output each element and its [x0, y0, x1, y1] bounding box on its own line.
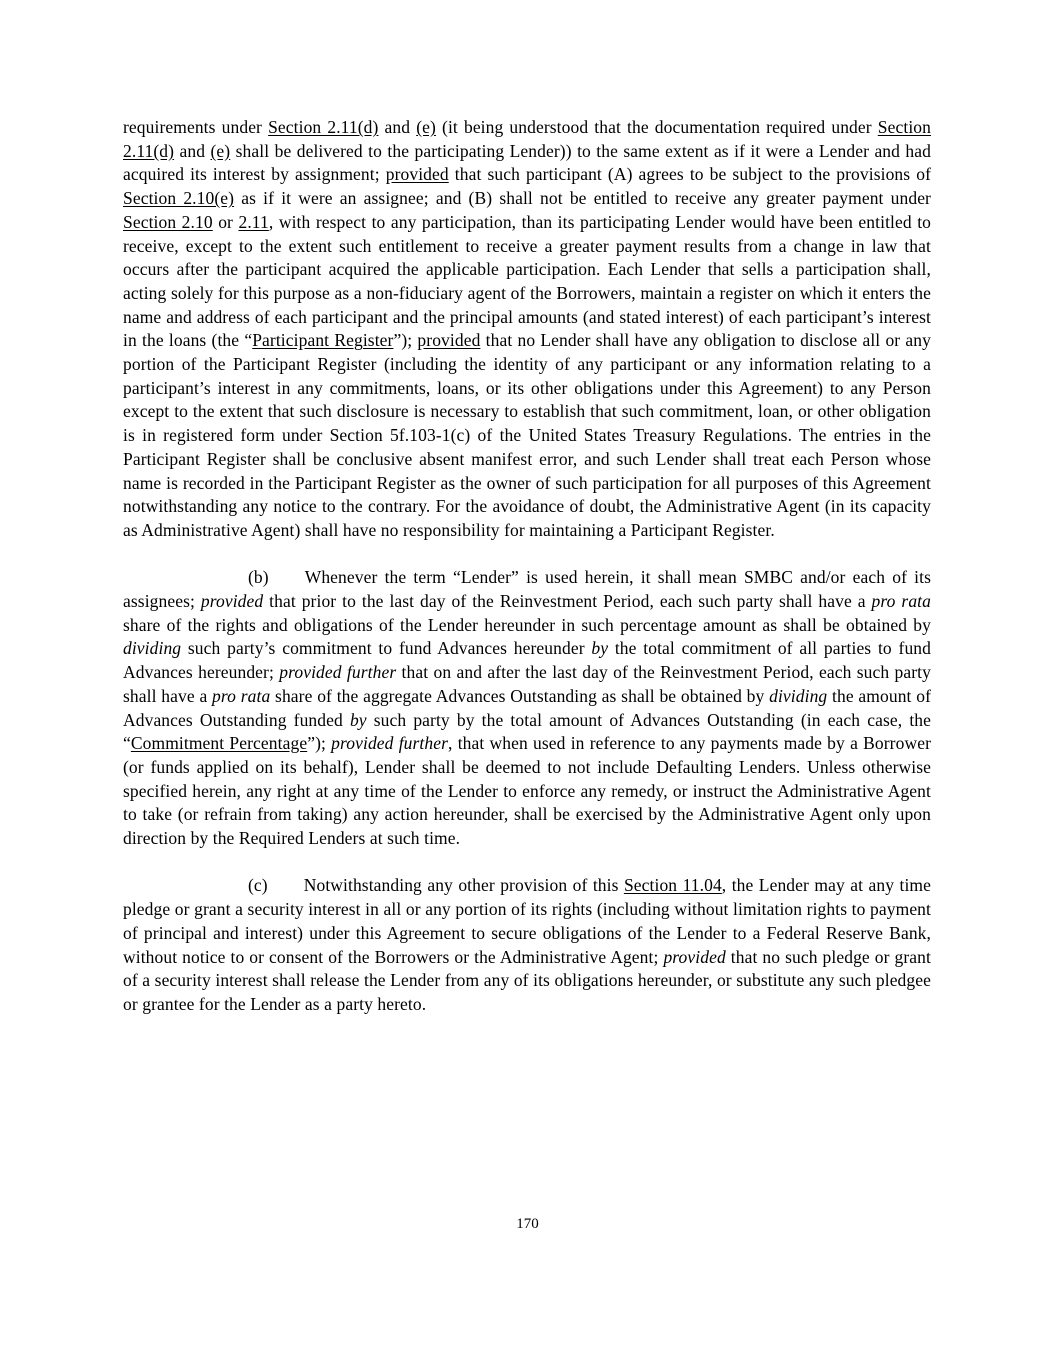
page-number: 170 [516, 1216, 539, 1232]
paragraph-c: (c) Notwithstanding any other provision of this Section 11.04, the Lender may at any time pledge or grant a security interest in all or any portion of its rights (including without limitation rights to payment of principal and interest) under this Agreement to secure obligations of the Lender to a Federal Reserve Bank, without notice to or consent of the Borrowers or the Administrative Agent; provided that no such pledge or grant of a security interest shall release the Lender from any of its obligations hereunder, or substitute any such pledgee or grantee for the Lender as a party hereto. [123, 875, 931, 1014]
page-body-text [123, 116, 931, 1040]
paragraph-b: (b) Whenever the term “Lender” is used herein, it shall mean SMBC and/or each of its assignees; provided that prior to the last day of the Reinvestment Period, each such party shall have a pro rata share of the rights and obligations of the Lender hereunder in such percentage amount as shall be obtained by dividing such party’s commitment to fund Advances hereunder by the total commitment of all parties to fund Advances hereunder; provided further that on and after the last day of the Reinvestment Period, each such party shall have a pro rata share of the aggregate Advances Outstanding as shall be obtained by dividing the amount of Advances Outstanding funded by such party by the total amount of Advances Outstanding (in each case, the “Commitment Percentage”); provided further, that when used in reference to any payments made by a Borrower (or funds applied on its behalf), Lender shall be deemed to not include Defaulting Lenders. Unless otherwise specified herein, any right at any time of the Lender to enforce any remedy, or instruct the Administrative Agent to take (or refrain from taking) any action hereunder, shall be exercised by the Administrative Agent only upon direction by the Required Lenders at such time. [123, 567, 932, 849]
paragraph-continuation: requirements under Section 2.11(d) and (e) (it being understood that the documentation required under Section 2.11(d) and (e) shall be delivered to the participating Lender)) to the same extent as if it were a Lender and had acquired its interest by assignment; provided that such participant (A) agrees to be subject to the provisions of Section 2.10(e) as if it were an assignee; and (B) shall not be entitled to receive any greater payment under Section 2.10 or 2.11, with respect to any participation, than its participating Lender would have been entitled to receive, except to the extent such entitlement to receive a greater payment results from a change in law that occurs after the participant acquired the applicable participation. Each Lender that sells a participation shall, acting solely for this purpose as a non-fiduciary agent of the Borrowers, maintain a register on which it enters the name and address of each participant and the principal amounts (and stated interest) of each participant’s interest in the loans (the “Participant Register”); provided that no Lender shall have any obligation to disclose all or any portion of the Participant Register (including the identity of any participant or any information relating to a participant’s interest in any commitments, loans, or its other obligations under this Agreement) to any Person except to the extent that such disclosure is necessary to establish that such commitment, loan, or other obligation is in registered form under Section 5f.103-1(c) of the United States Treasury Regulations. The entries in the Participant Register shall be conclusive absent manifest error, and such Lender shall treat each Person whose name is recorded in the Participant Register as the owner of such participation for all purposes of this Agreement notwithstanding any notice to the contrary. For the avoidance of doubt, the Administrative Agent (in its capacity as Administrative Agent) shall have no responsibility for maintaining a Participant Register. [123, 117, 932, 540]
